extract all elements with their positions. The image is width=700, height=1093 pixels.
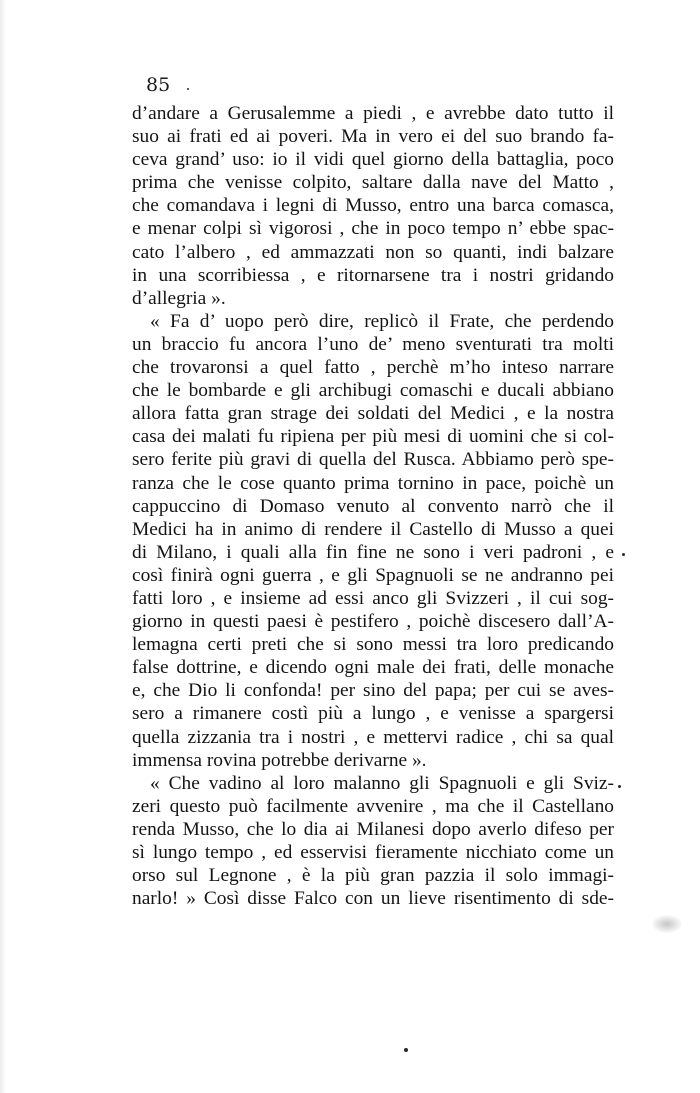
text-line: renda Musso, che lo dia ai Milanesi dopo averlo difeso per	[132, 818, 614, 840]
ink-smudge	[652, 915, 682, 933]
text-line: sero ferite più gravi di quella del Rusca. Abbiamo però spe-	[132, 449, 614, 471]
text-line: allora fatta gran strage dei soldati del Medici , e la nostra	[132, 403, 614, 425]
text-line: che le bombarde e gli archibugi comaschi e ducali abbiano	[132, 380, 614, 402]
scan-speck	[618, 785, 621, 788]
scan-speck	[404, 1048, 408, 1052]
text-line: giorno in questi paesi è pestifero , poichè discesero dall’A-	[132, 611, 614, 633]
text-line: che comandava i legni di Musso, entro una barca comasca,	[132, 195, 614, 217]
text-line: sero a rimanere costì più a lungo , e venisse a spargersi	[132, 703, 614, 725]
text-line: che trovaronsi a quel fatto , perchè m’ho inteso narrare	[132, 357, 614, 379]
text-line: ceva grand’ uso: io il vidi quel giorno della battaglia, poco	[132, 149, 614, 171]
text-line: così finirà ogni guerra , e gli Spagnuoli se ne andranno pei	[132, 564, 614, 586]
text-line: cappuccino di Domaso venuto al convento narrò che il	[132, 495, 614, 517]
text-line: quella zizzania tra i nostri , e mettervi radice , chi sa qual	[132, 726, 614, 748]
text-line: « Che vadino al loro malanno gli Spagnuoli e gli Sviz-	[150, 772, 614, 794]
page-edge-shadow	[0, 0, 6, 1093]
text-line: immensa rovina potrebbe derivarne ».	[132, 749, 427, 771]
text-line: casa dei malati fu ripiena per più mesi di uomini che si col-	[132, 426, 614, 448]
text-line: orso sul Legnone , è la più gran pazzia il solo immagi-	[132, 865, 614, 887]
text-line: zeri questo può facilmente avvenire , ma che il Castellano	[132, 795, 614, 817]
text-line: fatti loro , e insieme ad essi anco gli Svizzeri , il cui sog-	[132, 587, 614, 609]
text-line: narlo! » Così disse Falco con un lieve risentimento di sde-	[132, 888, 614, 910]
text-line: prima che venisse colpito, saltare dalla nave del Matto ,	[132, 172, 614, 194]
text-line: « Fa d’ uopo però dire, replicò il Frate, che perdendo	[150, 310, 614, 332]
text-line: false dottrine, e dicendo ogni male dei frati, delle monache	[132, 657, 614, 679]
text-line: in una scorribiessa , e ritornarsene tra i nostri gridando	[132, 264, 614, 286]
text-line: d’allegria ».	[132, 287, 226, 309]
text-line: e menar colpi sì vigorosi , che in poco tempo n’ ebbe spac-	[132, 218, 614, 240]
body-text	[132, 102, 614, 910]
scan-speck	[622, 553, 625, 556]
text-line: lemagna certi preti che si sono messi tra loro predicando	[132, 634, 614, 656]
text-line: sì lungo tempo , ed esservisi fieramente nicchiato come un	[132, 842, 614, 863]
text-line: cato l’albero , ed ammazzati non so quanti, indi balzare	[132, 241, 614, 263]
text-line: Medici ha in animo di rendere il Castello di Musso a quei	[132, 518, 614, 540]
scan-speck	[187, 88, 189, 90]
text-line: ranza che le cose quanto prima tornino in pace, poichè un	[132, 472, 614, 494]
text-line: suo ai frati ed ai poveri. Ma in vero ei del suo brando fa-	[132, 126, 614, 148]
page-number: 85	[146, 74, 171, 96]
text-line: d’andare a Gerusalemme a piedi , e avrebbe dato tutto il	[132, 103, 614, 124]
text-line: e, che Dio li confonda! per sino del papa; per cui se aves-	[132, 680, 614, 702]
text-line: un braccio fu ancora l’uno de’ meno sventurati tra molti	[132, 333, 614, 355]
text-line: di Milano, i quali alla fin fine ne sono i veri padroni , e	[132, 541, 614, 563]
